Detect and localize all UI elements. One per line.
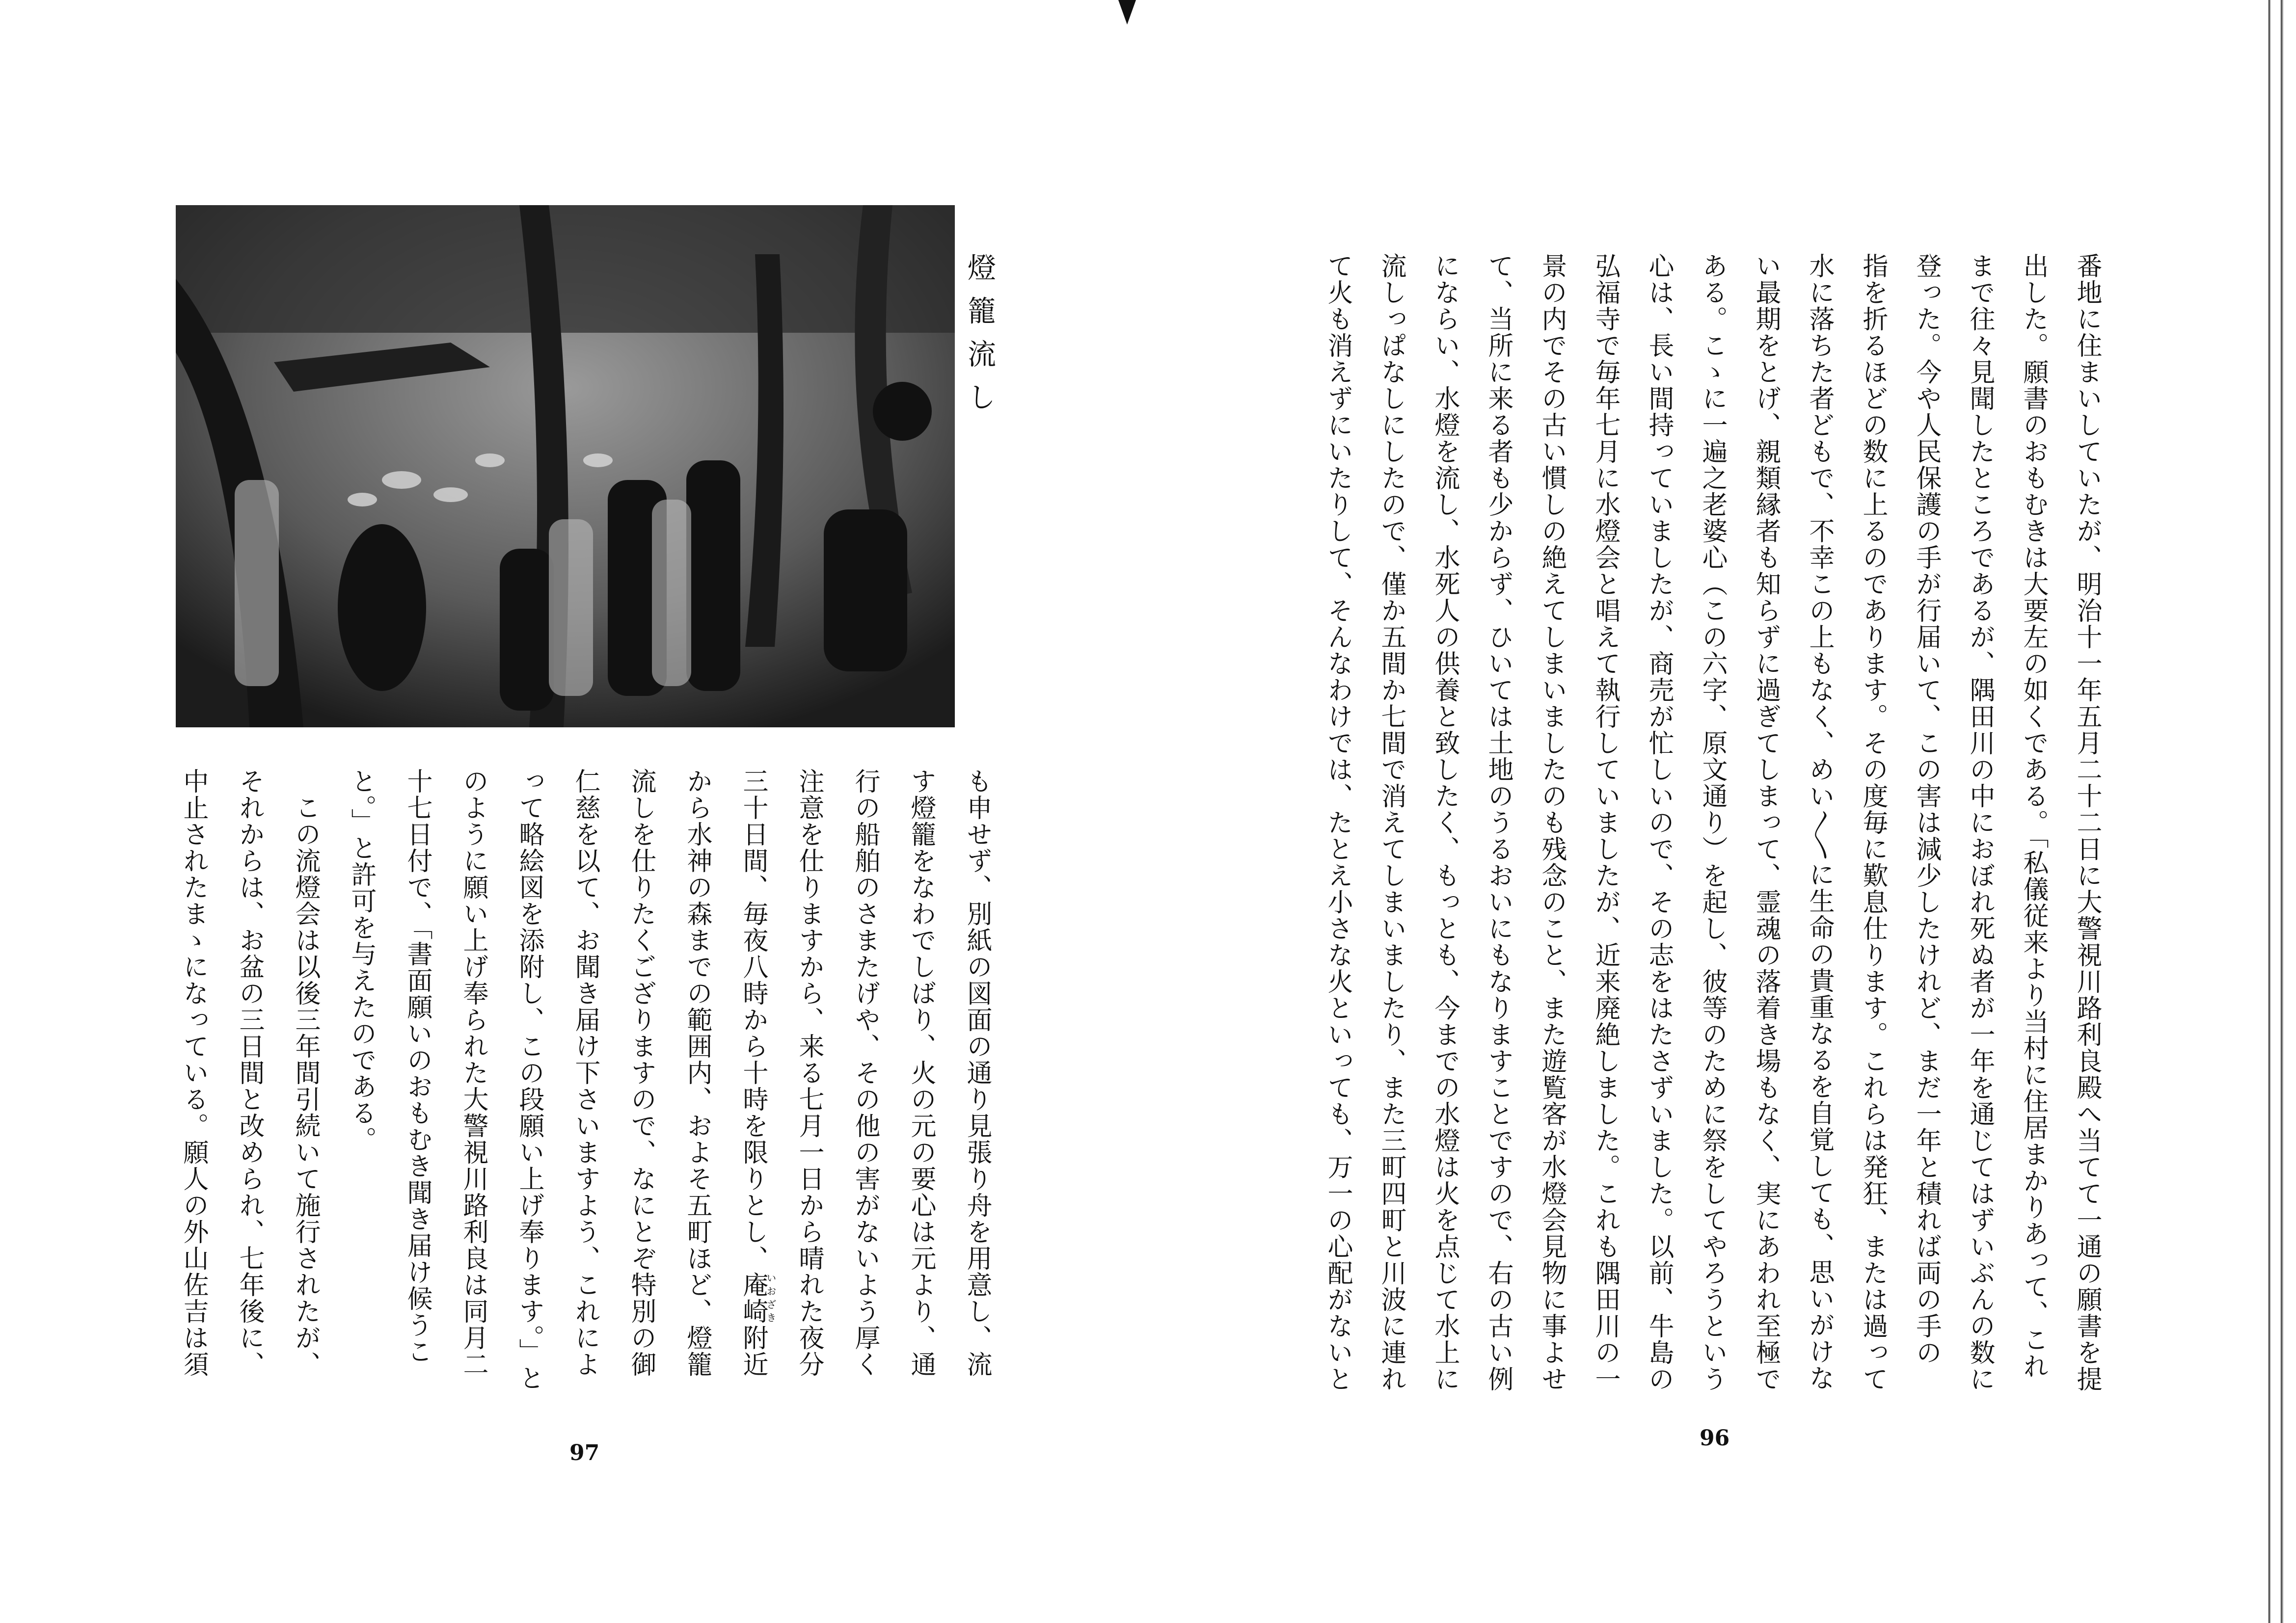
illustration-caption: 燈籠流し <box>963 253 996 426</box>
text-line: ある。こゝに一遍之老婆心（この六字、原文通り）を起し、彼等のために祭をしてやろうという <box>1698 253 1727 1392</box>
text-line: 十七日付で、「書面願いのおもむき聞き届け候うこ <box>403 768 432 1365</box>
text-line: って略絵図を添附し、この段願い上げ奉ります。」と <box>514 768 544 1391</box>
text-line: 出した。願書のおもむきは大要左の如くである。「私儀従来より当村に住居まかりあって、これ <box>2019 253 2048 1380</box>
text-line: 仁慈を以て、お聞き届け下さいますよう、これによ <box>570 768 600 1378</box>
page-number-right: 96 <box>1700 1426 1730 1451</box>
text-line: 指を折るほどの数に上るのであります。その度毎に歎息仕ります。これらは発狂、または過って <box>1858 253 1888 1392</box>
left-page-body-text <box>165 768 1005 1416</box>
text-line: 登った。今や人民保護の手が行届いて、この害は減少したけれど、まだ一年と積れば両の手の <box>1912 253 1941 1366</box>
text-line: い最期をとげ、親類縁者も知らずに過ぎてしまって、霊魂の落着き場もなく、実にあわれ至極で <box>1751 253 1781 1392</box>
binding-mark <box>1118 0 1136 25</box>
text-line: 流しを仕りたくござりますので、なにとぞ特別の御 <box>626 768 656 1378</box>
illustration-image <box>176 205 955 727</box>
ruby-reading: いおざき <box>765 1272 777 1325</box>
ruby-base: 庵崎 <box>738 1272 768 1325</box>
text-line: も申せず、別紙の図面の通り見張り舟を用意し、流 <box>962 768 992 1378</box>
page-number-left: 97 <box>569 1440 600 1465</box>
text-line: と。」と許可を与えたのである。 <box>347 768 376 1153</box>
text-line: それからは、お盆の三日間と改められ、七年後に、 <box>235 768 264 1378</box>
text-line: 行の船舶のさまたげや、その他の害がないよう厚く <box>850 768 880 1378</box>
text-segment: 附近 <box>738 1325 768 1378</box>
text-line: 流しっぱなしにしたので、僅か五間か七間で消えてしまいましたり、また三町四町と川波に連れ <box>1377 253 1406 1392</box>
text-line: 水に落ちた者どもで、不幸この上もなく、めい〳〵に生命の貴重なるを自覚しても、思いがけな <box>1805 253 1834 1391</box>
illustration-toro-nagashi <box>176 205 955 727</box>
text-line: のように願い上げ奉られた大警視川路利良は同月二 <box>459 768 488 1378</box>
text-line: 注意を仕りますから、来る七月一日から晴れた夜分 <box>794 768 824 1378</box>
text-line: て、当所に来る者も少からず、ひいては土地のうるおいにもなりますことですので、右の古い例 <box>1484 253 1513 1392</box>
text-line: す燈籠をなわでしばり、火の元の要心は元より、通 <box>906 768 936 1378</box>
text-line: 番地に住まいしていたが、明治十一年五月二十二日に大警視川路利良殿へ当てて一通の願書を提 <box>2072 253 2102 1392</box>
text-line: から水神の森までの範囲内、およそ五町ほど、燈籠 <box>682 768 712 1378</box>
text-line: にならい、水燈を流し、水死人の供養と致したく、もっとも、今までの水燈は火を点じて水上に <box>1430 253 1459 1392</box>
text-line: て火も消えずにいたりして、そんなわけでは、たとえ小さな火といっても、万一の心配がないと <box>1323 253 1352 1392</box>
ruby-annotation <box>738 1272 777 1325</box>
text-line: 弘福寺で毎年七月に水燈会と唱えて執行していましたが、近来廃絶しました。これも隅田川の一 <box>1591 253 1620 1392</box>
text-line: 中止されたまゝになっている。願人の外山佐吉は須 <box>179 768 208 1378</box>
right-page-body-text <box>1311 253 2113 1440</box>
text-line <box>725 768 781 1416</box>
text-line: まで往々見聞したところであるが、隅田川の中におぼれ死ぬ者が一年を通じてはずいぶんの数に <box>1965 253 1995 1392</box>
text-segment: 三十日間、毎夜八時から十時を限りとし、 <box>738 768 768 1272</box>
book-edge <box>2258 0 2296 1623</box>
text-line: 心は、長い間持っていましたが、商売が忙しいので、その志をはたさずいました。以前、牛島の <box>1644 253 1674 1392</box>
text-line: 景の内でその古い慣しの絶えてしまいましたのも残念のこと、また遊覧客が水燈会見物に事よせ <box>1537 253 1567 1392</box>
text-line: この流燈会は以後三年間引続いて施行されたが、 <box>291 768 320 1378</box>
